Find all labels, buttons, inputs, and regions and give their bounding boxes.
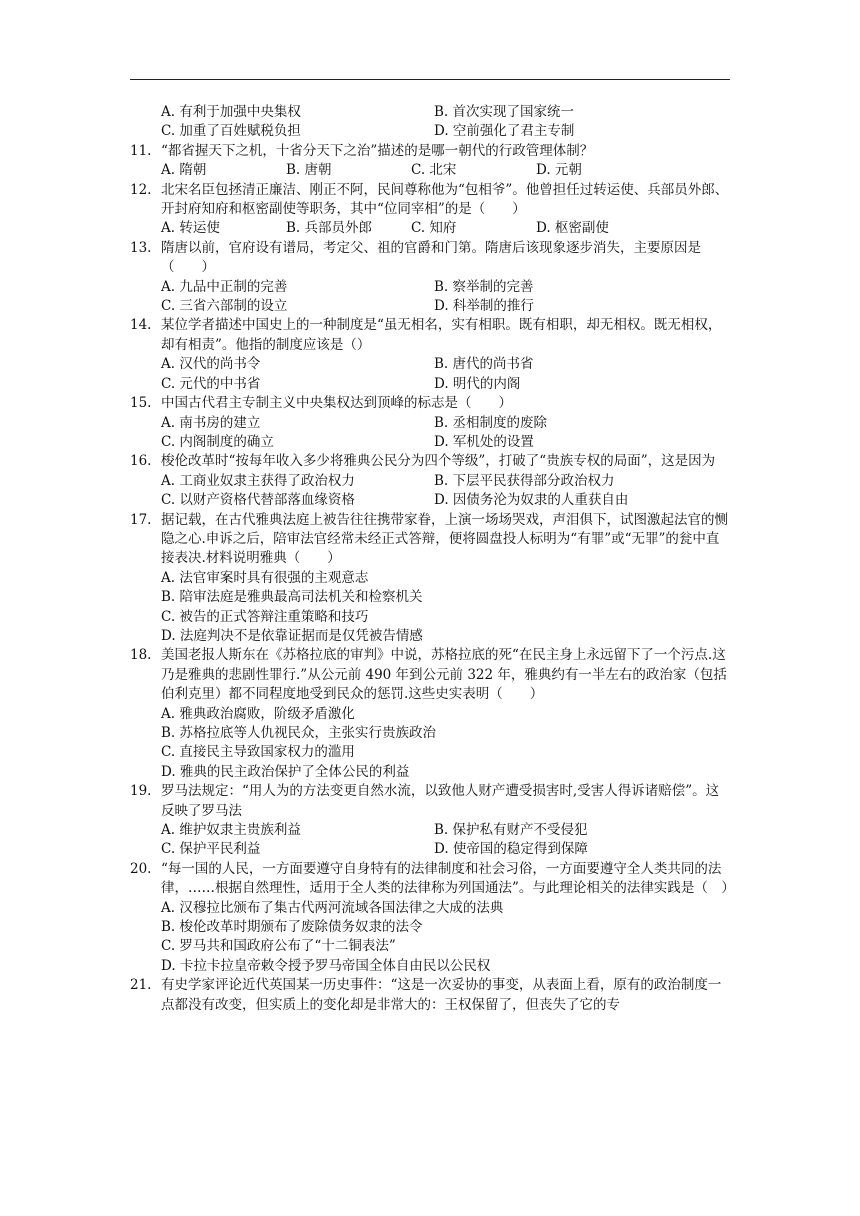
option-d: D. 空前强化了君主专制 [434, 123, 575, 140]
option-a: A. 雅典政治腐败，阶级矛盾激化 [161, 705, 355, 722]
question-stem: 某位学者描述中国史上的一种制度是“虽无相名，实有相职。既有相职，却无相权。既无相权，却有相责”。他指的制度应该是（） [161, 317, 722, 353]
question-21 [130, 976, 730, 1015]
option-b: B. 保护私有财产不受侵犯 [434, 822, 588, 839]
question-stem: “每一国的人民，一方面要遵守自身特有的法律制度和社会习俗，一方面要遵守全人类共同的法律，……根据自然理性，适用于全人类的法律称为列国通法”。与此理论相关的法律实践是（ ） [161, 860, 735, 897]
question-stem: 罗马法规定：“用人为的方法变更自然水流，以致他人财产遭受损害时,受害人得诉诸赔偿”。这反映了罗马法 [161, 783, 720, 819]
option-c: C. 三省六部制的设立 [161, 298, 288, 315]
question-11 [130, 142, 730, 181]
option-b: B. 陪审法庭是雅典最高司法机关和检察机关 [161, 589, 423, 606]
question-number: 18. [130, 647, 152, 664]
question-stem: 据记载，在古代雅典法庭上被告往往携带家眷，上演一场场哭戏，声泪俱下，试图激起法官的恻隐之心.申诉之后，陪审法官经常未经正式答辩，便将圆盘投人标明为“有罪”或“无罪”的瓮中直接表决.材料说明雅典（ ） [161, 511, 728, 567]
option-d: D. 使帝国的稳定得到保障 [434, 841, 588, 858]
option-b: B. 梭伦改革时期颁布了废除债务奴隶的法令 [161, 919, 423, 936]
option-a: A. 汉穆拉比颁布了集古代两河流域各国法律之大成的法典 [161, 899, 504, 916]
option-a: A. 南书房的建立 [161, 414, 261, 431]
option-d: D. 枢密副使 [536, 220, 609, 237]
question-15 [130, 394, 730, 452]
option-d: D. 科举制的推行 [434, 298, 534, 315]
question-18 [130, 646, 730, 782]
question-stem: 美国老报人斯东在《苏格拉底的审判》中说，苏格拉底的死“在民主身上永远留下了一个污点.这乃是雅典的悲剧性罪行.”从公元前 490 年到公元前 322 年，雅典约有一半左右的政治家（包括伯利克里）都不同程度地受到民众的惩罚.这些史实表明（ ） [161, 647, 727, 703]
option-c: C. 内阁制度的确立 [161, 433, 274, 450]
option-c: C. 罗马共和国政府公布了“十二铜表法” [161, 938, 396, 955]
option-a: A. 汉代的尚书令 [161, 356, 261, 373]
option-c: C. 以财产资格代替部落血缘资格 [161, 492, 355, 509]
option-c: C. 加重了百姓赋税负担 [161, 123, 301, 140]
question-number: 11. [130, 142, 152, 159]
question-number: 14. [130, 317, 152, 334]
option-d: D. 法庭判决不是依靠证据而是仅凭被告情感 [161, 627, 423, 644]
question-number: 13. [130, 239, 152, 256]
question-10-continued [130, 103, 730, 142]
option-a: A. 转运使 [161, 220, 220, 237]
question-number: 17. [130, 511, 152, 528]
question-stem: 中国古代君主专制主义中央集权达到顶峰的标志是（ ） [161, 395, 512, 412]
option-d: D. 明代的内阁 [434, 375, 521, 392]
question-stem: 梭伦改革时“按每年收入多少将雅典公民分为四个等级”，打破了“贵族专权的局面”，这是因为 [161, 453, 716, 470]
option-c: C. 被告的正式答辩注重策略和技巧 [161, 608, 369, 625]
question-stem: 隋唐以前，官府设有谱局，考定父、祖的官爵和门第。隋唐后该现象逐步消失，主要原因是（ ） [161, 239, 701, 276]
option-d: D. 军机处的设置 [434, 433, 534, 450]
option-b: B. 兵部员外郎 [286, 220, 373, 237]
option-a: A. 隋朝 [161, 162, 207, 179]
option-a: A. 九品中正制的完善 [161, 278, 288, 295]
option-b: B. 苏格拉底等人仇视民众，主张实行贵族政治 [161, 725, 437, 741]
question-number: 15. [130, 395, 152, 412]
question-number: 21. [130, 977, 152, 994]
question-list [130, 103, 735, 1015]
option-d: D. 元朝 [536, 162, 582, 179]
option-b: B. 首次实现了国家统一 [434, 104, 575, 120]
option-b: B. 察举制的完善 [434, 278, 534, 295]
option-c: C. 保护平民利益 [161, 841, 261, 858]
option-c: C. 元代的中书省 [161, 375, 261, 392]
question-stem: 有史学家评论近代英国某一历史事件：“这是一次妥协的事变，从表面上看，原有的政治制度一点都没有改变，但实质上的变化却是非常大的：王权保留了，但丧失了它的专 [161, 977, 722, 1013]
option-b: B. 唐代的尚书省 [434, 356, 534, 373]
question-19 [130, 782, 730, 860]
question-17 [130, 511, 730, 647]
option-c: C. 直接民主导致国家权力的滥用 [161, 744, 355, 761]
question-number: 19. [130, 783, 152, 800]
question-number: 20. [130, 860, 152, 877]
question-number: 12. [130, 181, 152, 198]
header-rule [130, 79, 730, 80]
question-20 [130, 860, 735, 976]
question-13 [130, 239, 730, 317]
question-14 [130, 316, 730, 394]
option-c: C. 知府 [411, 220, 457, 237]
option-d: D. 卡拉卡拉皇帝敕令授予罗马帝国全体自由民以公民权 [161, 957, 491, 974]
question-stem: 北宋名臣包拯清正廉洁、刚正不阿，民间尊称他为“包相爷”。他曾担任过转运使、兵部员外郎、开封府知府和枢密副使等职务，其中“位同宰相”的是（ ） [161, 181, 729, 218]
question-12 [130, 181, 730, 239]
option-a: A. 法官审案时具有很强的主观意志 [161, 569, 369, 586]
option-a: A. 工商业奴隶主获得了政治权力 [161, 472, 355, 489]
question-16 [130, 452, 730, 510]
question-number: 16. [130, 453, 152, 470]
option-a: A. 有利于加强中央集权 [161, 104, 301, 120]
question-stem: “都省握天下之机，十省分天下之治”描述的是哪一朝代的行政管理体制？ [161, 142, 594, 159]
option-a: A. 维护奴隶主贵族利益 [161, 822, 301, 839]
option-c: C. 北宋 [411, 162, 457, 179]
option-b: B. 下层平民获得部分政治权力 [434, 472, 615, 489]
option-d: D. 雅典的民主政治保护了全体公民的利益 [161, 763, 410, 780]
option-d: D. 因债务沦为奴隶的人重获自由 [434, 492, 629, 509]
option-b: B. 唐朝 [286, 162, 332, 179]
option-b: B. 丞相制度的废除 [434, 414, 548, 431]
